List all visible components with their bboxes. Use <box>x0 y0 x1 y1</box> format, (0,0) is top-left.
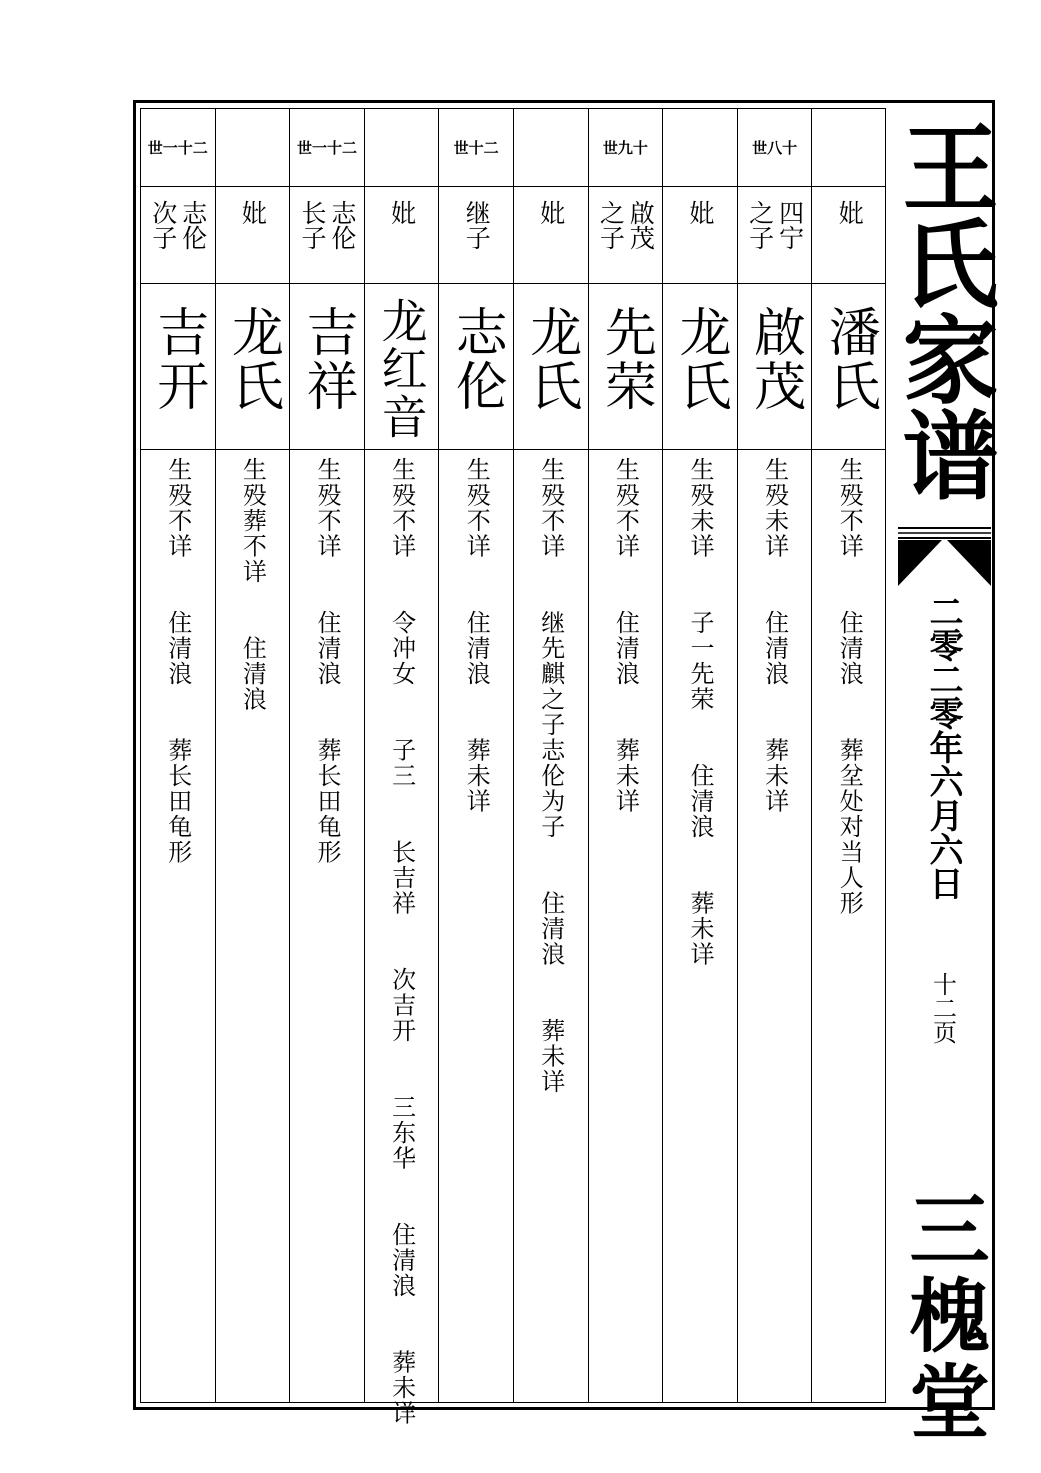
person-name: 龙红音 <box>374 297 429 441</box>
hall-name-text: 三槐堂 <box>896 1188 990 1446</box>
person-name: 吉开 <box>147 305 208 413</box>
person-name-cell <box>589 283 663 449</box>
person-name-cell <box>812 283 886 449</box>
relation-cell <box>290 186 364 283</box>
generation-label: 世十二 <box>453 138 499 157</box>
hall-name <box>893 1188 993 1446</box>
fishtail-ornament <box>898 540 991 586</box>
page-number <box>895 972 991 1044</box>
relation-text: 妣 <box>387 200 417 225</box>
biography-cell <box>589 449 663 1403</box>
compilation-date <box>895 594 991 900</box>
person-name-cell <box>514 283 588 449</box>
biography-cell <box>738 449 812 1403</box>
generation-label: 世一十二 <box>296 138 357 157</box>
relation-text: 妣 <box>835 200 865 225</box>
relation-cell <box>439 186 513 283</box>
biography-text: 生殁不详 住清浪 葬坌处对当人形 <box>835 457 864 916</box>
relation-text: 之子 <box>596 200 626 250</box>
page-number-text: 十二页 <box>928 972 957 1044</box>
relation-text: 继子 <box>462 200 492 250</box>
person-name-cell <box>365 283 439 449</box>
biography-text: 生殁不详 住清浪 葬未详 <box>462 457 491 814</box>
genealogy-column <box>140 108 215 1403</box>
generation-label <box>812 108 886 186</box>
relation-cell <box>589 186 663 283</box>
biography-text: 生殁未详 子一先荣 住清浪 葬未详 <box>685 457 714 967</box>
person-name: 吉祥 <box>296 305 357 413</box>
genealogy-column <box>364 108 439 1426</box>
relation-text: 啟茂 <box>626 200 656 250</box>
generation-label <box>514 108 588 186</box>
biography-text: 生殁不详 住清浪 葬未详 <box>611 457 640 814</box>
relation-text: 妣 <box>238 200 268 225</box>
biography-cell <box>514 449 588 1403</box>
relation-text: 妣 <box>536 200 566 225</box>
generation-label: 世九十 <box>602 138 648 157</box>
person-name: 潘氏 <box>819 305 880 413</box>
relation-text: 志伦 <box>327 200 357 250</box>
relation-text: 次子 <box>148 200 178 250</box>
person-name: 龙氏 <box>222 305 283 413</box>
person-name-cell <box>216 283 290 449</box>
biography-cell <box>663 449 737 1403</box>
biography-cell <box>365 449 439 1426</box>
biography-text: 生殁不详 令冲女 子三 长吉祥 次吉开 三东华 住清浪 葬未详 <box>387 457 416 1426</box>
book-title <box>887 118 1000 502</box>
generation-label <box>663 108 737 186</box>
person-name-cell <box>439 283 513 449</box>
relation-text: 四宁 <box>775 200 805 250</box>
relation-text: 志伦 <box>178 200 208 250</box>
genealogy-column <box>662 108 737 1403</box>
genealogy-column <box>811 108 886 1403</box>
date-text: 二零二零年六月六日 <box>923 594 963 900</box>
biography-cell <box>290 449 364 1403</box>
person-name-cell <box>663 283 737 449</box>
relation-cell <box>738 186 812 283</box>
person-name-cell <box>290 283 364 449</box>
genealogy-column <box>438 108 513 1403</box>
relation-cell <box>141 186 215 283</box>
genealogy-column <box>513 108 588 1403</box>
generation-label: 世一十二 <box>147 138 208 157</box>
person-name: 龙氏 <box>520 305 581 413</box>
biography-cell <box>141 449 215 1403</box>
biography-cell <box>812 449 886 1403</box>
genealogy-column <box>215 108 290 1403</box>
biography-text: 生殁未详 住清浪 葬未详 <box>760 457 789 814</box>
genealogy-column <box>289 108 364 1403</box>
biography-cell <box>439 449 513 1403</box>
person-name-cell <box>738 283 812 449</box>
person-name: 志伦 <box>446 305 507 413</box>
relation-text: 妣 <box>685 200 715 225</box>
fishtail-lines-ornament <box>898 526 991 540</box>
relation-cell <box>365 186 439 283</box>
relation-cell <box>812 186 886 283</box>
relation-cell <box>514 186 588 283</box>
generation-label <box>365 108 439 186</box>
genealogy-column <box>737 108 812 1403</box>
generation-label: 世八十 <box>752 138 798 157</box>
person-name: 龙氏 <box>669 305 730 413</box>
biography-text: 生殁不详 继先麒之子志伦为子 住清浪 葬未详 <box>536 457 565 1095</box>
relation-cell <box>663 186 737 283</box>
biography-cell <box>216 449 290 1403</box>
genealogy-column <box>588 108 663 1403</box>
relation-cell <box>216 186 290 283</box>
biography-text: 生殁不详 住清浪 葬长田龟形 <box>163 457 192 865</box>
person-name: 先荣 <box>595 305 656 413</box>
relation-text: 之子 <box>745 200 775 250</box>
biography-text: 生殁葬不详 住清浪 <box>238 457 267 712</box>
biography-text: 生殁不详 住清浪 葬长田龟形 <box>312 457 341 865</box>
generation-label <box>216 108 290 186</box>
person-name-cell <box>141 283 215 449</box>
relation-text: 长子 <box>297 200 327 250</box>
person-name: 啟茂 <box>744 305 805 413</box>
book-title-text: 王氏家谱 <box>887 118 1000 502</box>
